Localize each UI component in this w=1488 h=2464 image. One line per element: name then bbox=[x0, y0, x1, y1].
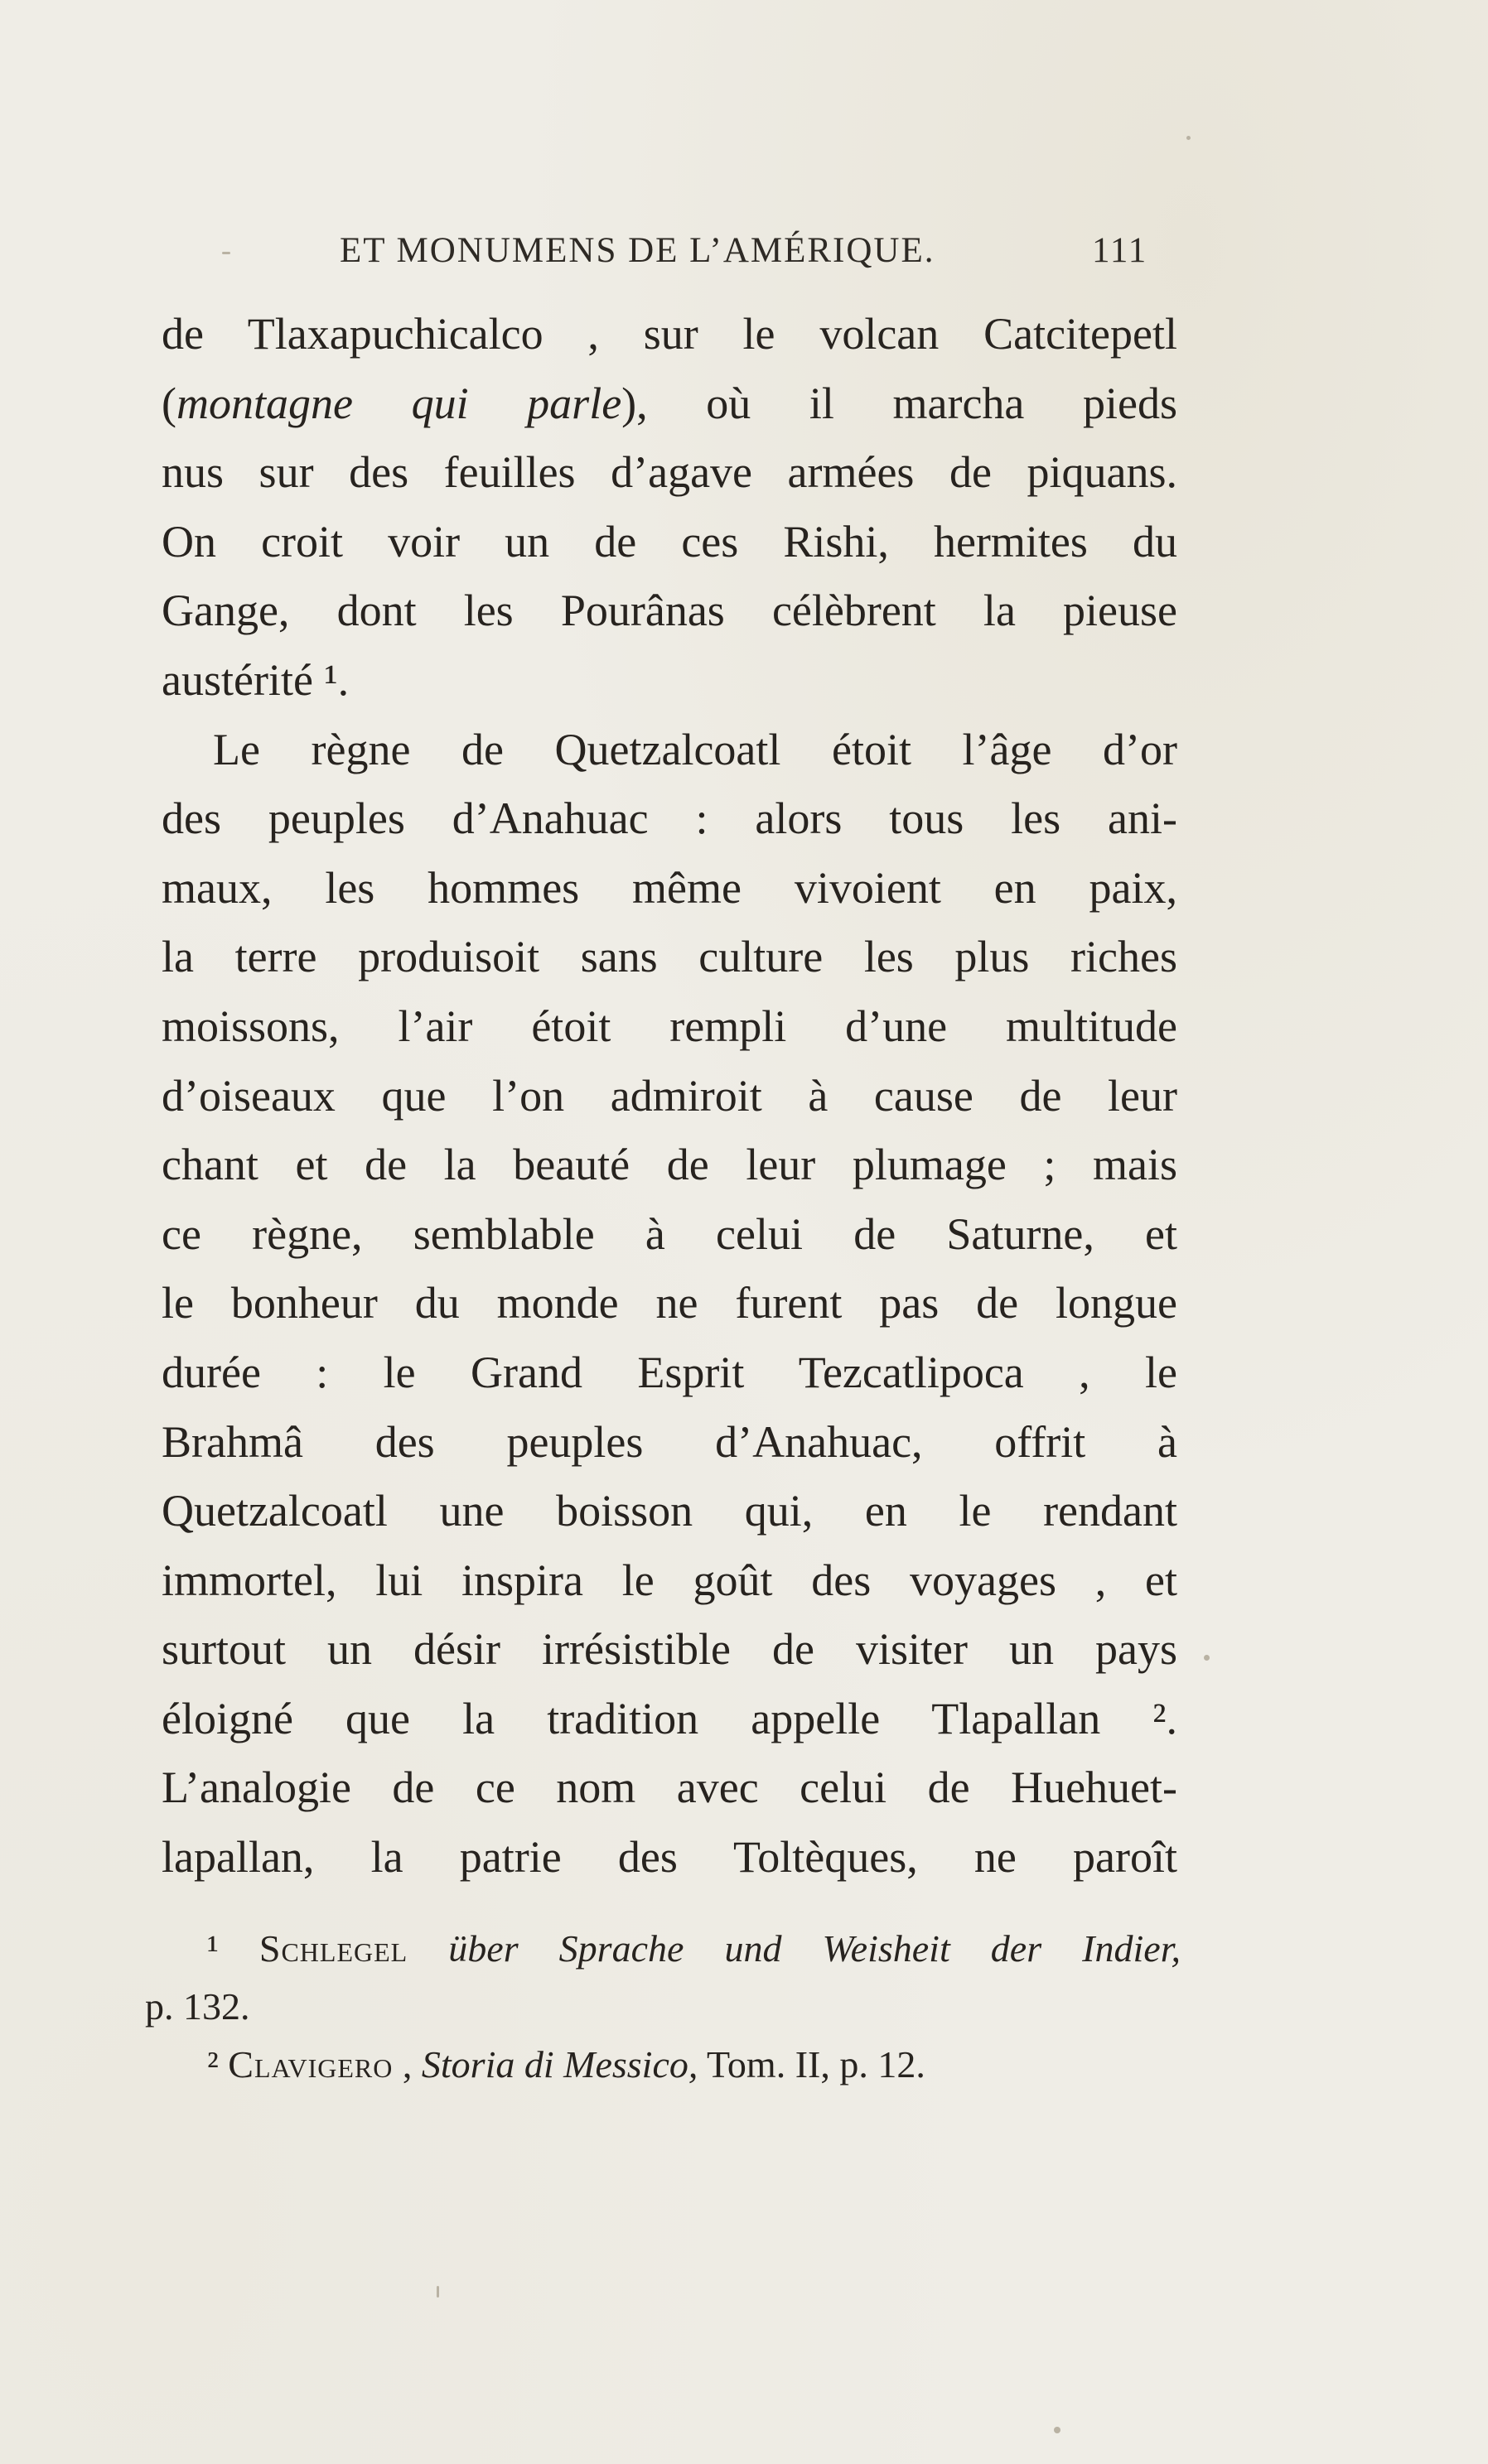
text-line: d’oiseaux que l’on admiroit à cause de leur bbox=[162, 1070, 1177, 1121]
footnote-title: über Sprache und Weisheit der Indier, bbox=[448, 1927, 1181, 1970]
line-rest: ), où il marcha pieds bbox=[621, 378, 1177, 428]
text-line: nus sur des feuilles d’agave armées de piquans. bbox=[162, 447, 1177, 498]
footnote-marker: ² bbox=[207, 2043, 219, 2085]
text-line: L’analogie de ce nom avec celui de Huehuet- bbox=[162, 1762, 1177, 1813]
paper-speck bbox=[437, 2286, 439, 2298]
footnote-title: Storia di Messico, bbox=[421, 2043, 698, 2085]
text-line: moissons, l’air étoit rempli d’une multitude bbox=[162, 1001, 1177, 1051]
text-line: ce règne, semblable à celui de Saturne, et bbox=[162, 1208, 1177, 1259]
text-line: des peuples d’Anahuac : alors tous les ani- bbox=[162, 793, 1177, 844]
paper-speck bbox=[222, 252, 230, 254]
text-line bbox=[162, 369, 1177, 439]
page-number: 111 bbox=[1092, 231, 1148, 270]
text-line: la terre produisoit sans culture les plus riches bbox=[162, 932, 1177, 982]
footnote-author: Clavigero bbox=[228, 2043, 394, 2085]
running-head bbox=[340, 230, 1168, 280]
footnote-rest: Tom. II, p. 12. bbox=[698, 2043, 925, 2085]
running-title: ET MONUMENS DE L’AMÉRIQUE. bbox=[340, 231, 935, 270]
text-line: Quetzalcoatl une boisson qui, en le rendant bbox=[162, 1486, 1177, 1536]
text-line: de Tlaxapuchicalco , sur le volcan Catcitepetl bbox=[162, 309, 1177, 359]
text-line: chant et de la beauté de leur plumage ; mais bbox=[162, 1140, 1177, 1190]
footnote-marker: ¹ bbox=[207, 1927, 219, 1970]
text-line: durée : le Grand Esprit Tezcatlipoca , le bbox=[162, 1347, 1177, 1397]
body-text bbox=[162, 300, 1177, 1893]
text-line: On croit voir un de ces Rishi, hermites du bbox=[162, 516, 1177, 567]
footnote-1 bbox=[145, 1920, 1181, 1978]
text-line: lapallan, la patrie des Toltèques, ne paroît bbox=[162, 1832, 1177, 1883]
paper-speck bbox=[1054, 2427, 1060, 2433]
paper-speck bbox=[1186, 136, 1191, 140]
footnotes bbox=[145, 1920, 1181, 2094]
text-line: maux, les hommes même vivoient en paix, bbox=[162, 862, 1177, 913]
text-line: éloigné que la tradition appelle Tlapallan ². bbox=[162, 1693, 1177, 1743]
text-line: surtout un désir irrésistible de visiter un pays bbox=[162, 1624, 1177, 1675]
text-line: Gange, dont les Pourânas célèbrent la pieuse bbox=[162, 586, 1177, 636]
footnote-separator: , bbox=[393, 2043, 422, 2085]
italic-phrase: montagne qui parle bbox=[176, 378, 622, 428]
text-line: Brahmâ des peuples d’Anahuac, offrit à bbox=[162, 1416, 1177, 1467]
text-line: austérité ¹. bbox=[162, 654, 350, 705]
footnote-2 bbox=[145, 2036, 1181, 2094]
paragraph-start-line: Le règne de Quetzalcoatl étoit l’âge d’or bbox=[213, 724, 1177, 774]
text-line: immortel, lui inspira le goût des voyages , et bbox=[162, 1555, 1177, 1605]
footnote-1-continuation: p. 132. bbox=[145, 1985, 250, 2028]
paren-open: ( bbox=[162, 378, 176, 428]
paper-speck bbox=[1204, 1655, 1210, 1661]
text-line: le bonheur du monde ne furent pas de longue bbox=[162, 1278, 1177, 1328]
footnote-author: Schlegel bbox=[258, 1927, 408, 1970]
